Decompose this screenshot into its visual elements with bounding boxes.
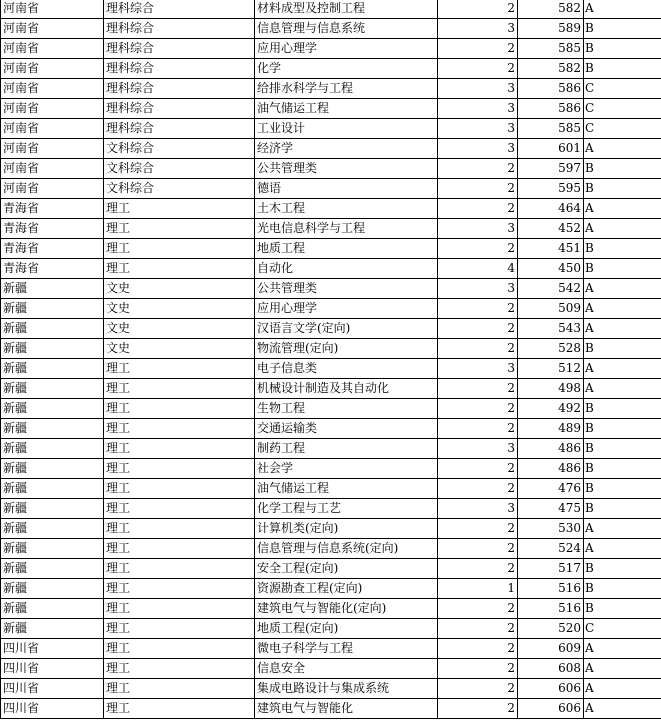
score-cell: 586: [518, 79, 584, 99]
count-cell: 2: [438, 239, 518, 259]
count-cell: 3: [438, 119, 518, 139]
subject-cell: 理工: [104, 639, 255, 659]
level-cell: B: [584, 239, 661, 259]
major-cell: 油气储运工程: [255, 99, 438, 119]
score-cell: 512: [518, 359, 584, 379]
table-row: [1, 479, 661, 499]
score-cell: 542: [518, 279, 584, 299]
table-row: [1, 419, 661, 439]
major-cell: 信息管理与信息系统: [255, 19, 438, 39]
major-cell: 化学: [255, 59, 438, 79]
count-cell: 3: [438, 499, 518, 519]
level-cell: B: [584, 159, 661, 179]
score-cell: 486: [518, 459, 584, 479]
province-cell: 新疆: [1, 379, 104, 399]
province-cell: 四川省: [1, 699, 104, 719]
subject-cell: 理工: [104, 559, 255, 579]
province-cell: 河南省: [1, 119, 104, 139]
count-cell: 2: [438, 299, 518, 319]
count-cell: 4: [438, 259, 518, 279]
major-cell: 经济学: [255, 139, 438, 159]
score-cell: 517: [518, 559, 584, 579]
province-cell: 新疆: [1, 519, 104, 539]
subject-cell: 文史: [104, 319, 255, 339]
level-cell: A: [584, 379, 661, 399]
major-cell: 资源勘查工程(定向): [255, 579, 438, 599]
count-cell: 2: [438, 599, 518, 619]
major-cell: 安全工程(定向): [255, 559, 438, 579]
province-cell: 河南省: [1, 59, 104, 79]
level-cell: B: [584, 259, 661, 279]
table-row: [1, 319, 661, 339]
table-row: [1, 259, 661, 279]
subject-cell: 文科综合: [104, 179, 255, 199]
score-cell: 451: [518, 239, 584, 259]
count-cell: 3: [438, 359, 518, 379]
table-row: [1, 119, 661, 139]
level-cell: A: [584, 299, 661, 319]
province-cell: 四川省: [1, 679, 104, 699]
province-cell: 新疆: [1, 299, 104, 319]
level-cell: A: [584, 199, 661, 219]
count-cell: 2: [438, 539, 518, 559]
count-cell: 2: [438, 519, 518, 539]
score-cell: 608: [518, 659, 584, 679]
subject-cell: 理工: [104, 619, 255, 639]
major-cell: 信息安全: [255, 659, 438, 679]
score-cell: 528: [518, 339, 584, 359]
count-cell: 3: [438, 99, 518, 119]
count-cell: 3: [438, 79, 518, 99]
major-cell: 机械设计制造及其自动化: [255, 379, 438, 399]
major-cell: 土木工程: [255, 199, 438, 219]
score-cell: 464: [518, 199, 584, 219]
level-cell: B: [584, 459, 661, 479]
major-cell: 社会学: [255, 459, 438, 479]
count-cell: 3: [438, 279, 518, 299]
province-cell: 新疆: [1, 399, 104, 419]
score-cell: 589: [518, 19, 584, 39]
table-row: [1, 599, 661, 619]
major-cell: 油气储运工程: [255, 479, 438, 499]
subject-cell: 理工: [104, 699, 255, 719]
subject-cell: 理工: [104, 479, 255, 499]
table-row: [1, 459, 661, 479]
score-cell: 452: [518, 219, 584, 239]
table-row: [1, 59, 661, 79]
score-cell: 530: [518, 519, 584, 539]
count-cell: 1: [438, 579, 518, 599]
table-row: [1, 499, 661, 519]
subject-cell: 理工: [104, 579, 255, 599]
province-cell: 新疆: [1, 459, 104, 479]
score-cell: 489: [518, 419, 584, 439]
major-cell: 建筑电气与智能化(定向): [255, 599, 438, 619]
count-cell: 2: [438, 419, 518, 439]
score-cell: 606: [518, 699, 584, 719]
count-cell: 2: [438, 459, 518, 479]
level-cell: B: [584, 179, 661, 199]
province-cell: 河南省: [1, 139, 104, 159]
level-cell: A: [584, 219, 661, 239]
level-cell: B: [584, 419, 661, 439]
table-body: [1, 0, 661, 719]
subject-cell: 理科综合: [104, 39, 255, 59]
subject-cell: 理科综合: [104, 59, 255, 79]
province-cell: 河南省: [1, 39, 104, 59]
level-cell: C: [584, 119, 661, 139]
province-cell: 新疆: [1, 419, 104, 439]
table-row: [1, 699, 661, 719]
major-cell: 电子信息类: [255, 359, 438, 379]
province-cell: 河南省: [1, 0, 104, 19]
subject-cell: 理工: [104, 359, 255, 379]
score-cell: 520: [518, 619, 584, 639]
table-row: [1, 19, 661, 39]
province-cell: 新疆: [1, 319, 104, 339]
count-cell: 2: [438, 159, 518, 179]
score-cell: 586: [518, 99, 584, 119]
province-cell: 河南省: [1, 159, 104, 179]
province-cell: 新疆: [1, 499, 104, 519]
table-row: [1, 559, 661, 579]
table-row: [1, 359, 661, 379]
subject-cell: 理工: [104, 679, 255, 699]
count-cell: 3: [438, 19, 518, 39]
count-cell: 2: [438, 199, 518, 219]
level-cell: B: [584, 579, 661, 599]
subject-cell: 理工: [104, 539, 255, 559]
major-cell: 公共管理类: [255, 159, 438, 179]
major-cell: 光电信息科学与工程: [255, 219, 438, 239]
level-cell: B: [584, 399, 661, 419]
table-row: [1, 439, 661, 459]
count-cell: 2: [438, 639, 518, 659]
level-cell: B: [584, 499, 661, 519]
subject-cell: 理科综合: [104, 99, 255, 119]
level-cell: B: [584, 59, 661, 79]
province-cell: 四川省: [1, 659, 104, 679]
level-cell: A: [584, 539, 661, 559]
count-cell: 2: [438, 379, 518, 399]
subject-cell: 理工: [104, 259, 255, 279]
level-cell: B: [584, 479, 661, 499]
province-cell: 新疆: [1, 619, 104, 639]
table-row: [1, 379, 661, 399]
province-cell: 青海省: [1, 199, 104, 219]
table-row: [1, 39, 661, 59]
subject-cell: 理工: [104, 659, 255, 679]
major-cell: 应用心理学: [255, 299, 438, 319]
count-cell: 3: [438, 219, 518, 239]
province-cell: 新疆: [1, 359, 104, 379]
count-cell: 2: [438, 0, 518, 19]
score-cell: 609: [518, 639, 584, 659]
subject-cell: 理科综合: [104, 19, 255, 39]
level-cell: A: [584, 319, 661, 339]
table-row: [1, 159, 661, 179]
count-cell: 2: [438, 559, 518, 579]
major-cell: 集成电路设计与集成系统: [255, 679, 438, 699]
major-cell: 化学工程与工艺: [255, 499, 438, 519]
subject-cell: 理科综合: [104, 0, 255, 19]
subject-cell: 理工: [104, 599, 255, 619]
table-row: [1, 639, 661, 659]
level-cell: B: [584, 339, 661, 359]
table-row: [1, 659, 661, 679]
subject-cell: 文史: [104, 299, 255, 319]
subject-cell: 理工: [104, 379, 255, 399]
level-cell: A: [584, 0, 661, 19]
province-cell: 新疆: [1, 339, 104, 359]
table-row: [1, 79, 661, 99]
score-cell: 516: [518, 579, 584, 599]
score-cell: 516: [518, 599, 584, 619]
count-cell: 3: [438, 139, 518, 159]
table-row: [1, 619, 661, 639]
subject-cell: 理工: [104, 199, 255, 219]
level-cell: B: [584, 19, 661, 39]
table-row: [1, 679, 661, 699]
score-cell: 597: [518, 159, 584, 179]
level-cell: A: [584, 659, 661, 679]
major-cell: 信息管理与信息系统(定向): [255, 539, 438, 559]
province-cell: 河南省: [1, 99, 104, 119]
subject-cell: 理工: [104, 439, 255, 459]
score-cell: 498: [518, 379, 584, 399]
score-cell: 509: [518, 299, 584, 319]
subject-cell: 理科综合: [104, 119, 255, 139]
count-cell: 2: [438, 679, 518, 699]
major-cell: 建筑电气与智能化: [255, 699, 438, 719]
province-cell: 河南省: [1, 79, 104, 99]
province-cell: 青海省: [1, 239, 104, 259]
score-cell: 585: [518, 39, 584, 59]
score-cell: 582: [518, 0, 584, 19]
table-row: [1, 239, 661, 259]
level-cell: C: [584, 79, 661, 99]
score-cell: 585: [518, 119, 584, 139]
level-cell: B: [584, 39, 661, 59]
subject-cell: 理工: [104, 459, 255, 479]
table-row: [1, 299, 661, 319]
province-cell: 河南省: [1, 179, 104, 199]
table-row: [1, 279, 661, 299]
subject-cell: 理科综合: [104, 79, 255, 99]
province-cell: 新疆: [1, 279, 104, 299]
major-cell: 地质工程: [255, 239, 438, 259]
score-cell: 601: [518, 139, 584, 159]
major-cell: 生物工程: [255, 399, 438, 419]
major-cell: 汉语言文学(定向): [255, 319, 438, 339]
province-cell: 新疆: [1, 559, 104, 579]
level-cell: A: [584, 639, 661, 659]
province-cell: 新疆: [1, 439, 104, 459]
subject-cell: 理工: [104, 419, 255, 439]
major-cell: 微电子科学与工程: [255, 639, 438, 659]
table-row: [1, 199, 661, 219]
level-cell: C: [584, 619, 661, 639]
score-cell: 492: [518, 399, 584, 419]
major-cell: 应用心理学: [255, 39, 438, 59]
count-cell: 2: [438, 699, 518, 719]
table-row: [1, 399, 661, 419]
major-cell: 制药工程: [255, 439, 438, 459]
count-cell: 2: [438, 39, 518, 59]
subject-cell: 文史: [104, 279, 255, 299]
table-row: [1, 219, 661, 239]
level-cell: B: [584, 559, 661, 579]
level-cell: A: [584, 139, 661, 159]
level-cell: B: [584, 599, 661, 619]
major-cell: 材料成型及控制工程: [255, 0, 438, 19]
table-row: [1, 539, 661, 559]
province-cell: 青海省: [1, 219, 104, 239]
table-row: [1, 179, 661, 199]
score-cell: 543: [518, 319, 584, 339]
level-cell: A: [584, 519, 661, 539]
table-row: [1, 579, 661, 599]
level-cell: C: [584, 99, 661, 119]
subject-cell: 理工: [104, 519, 255, 539]
score-cell: 475: [518, 499, 584, 519]
count-cell: 2: [438, 659, 518, 679]
score-cell: 606: [518, 679, 584, 699]
count-cell: 2: [438, 319, 518, 339]
score-cell: 524: [518, 539, 584, 559]
score-cell: 450: [518, 259, 584, 279]
province-cell: 新疆: [1, 579, 104, 599]
major-cell: 地质工程(定向): [255, 619, 438, 639]
major-cell: 交通运输类: [255, 419, 438, 439]
major-cell: 公共管理类: [255, 279, 438, 299]
count-cell: 2: [438, 179, 518, 199]
major-cell: 自动化: [255, 259, 438, 279]
province-cell: 新疆: [1, 539, 104, 559]
count-cell: 2: [438, 619, 518, 639]
province-cell: 新疆: [1, 599, 104, 619]
level-cell: A: [584, 699, 661, 719]
major-cell: 德语: [255, 179, 438, 199]
level-cell: B: [584, 439, 661, 459]
subject-cell: 文科综合: [104, 159, 255, 179]
score-cell: 486: [518, 439, 584, 459]
province-cell: 四川省: [1, 639, 104, 659]
subject-cell: 文史: [104, 339, 255, 359]
province-cell: 河南省: [1, 19, 104, 39]
level-cell: A: [584, 679, 661, 699]
score-cell: 595: [518, 179, 584, 199]
table-row: [1, 339, 661, 359]
subject-cell: 理工: [104, 499, 255, 519]
count-cell: 2: [438, 479, 518, 499]
major-cell: 工业设计: [255, 119, 438, 139]
count-cell: 2: [438, 399, 518, 419]
major-cell: 给排水科学与工程: [255, 79, 438, 99]
score-cell: 476: [518, 479, 584, 499]
province-cell: 新疆: [1, 479, 104, 499]
level-cell: A: [584, 359, 661, 379]
subject-cell: 理工: [104, 239, 255, 259]
table-row: [1, 0, 661, 19]
count-cell: 3: [438, 439, 518, 459]
count-cell: 2: [438, 339, 518, 359]
level-cell: A: [584, 279, 661, 299]
count-cell: 2: [438, 59, 518, 79]
subject-cell: 理工: [104, 399, 255, 419]
province-cell: 青海省: [1, 259, 104, 279]
table-row: [1, 519, 661, 539]
subject-cell: 理工: [104, 219, 255, 239]
major-cell: 物流管理(定向): [255, 339, 438, 359]
subject-cell: 文科综合: [104, 139, 255, 159]
major-cell: 计算机类(定向): [255, 519, 438, 539]
table-row: [1, 99, 661, 119]
score-cell: 582: [518, 59, 584, 79]
table-row: [1, 139, 661, 159]
